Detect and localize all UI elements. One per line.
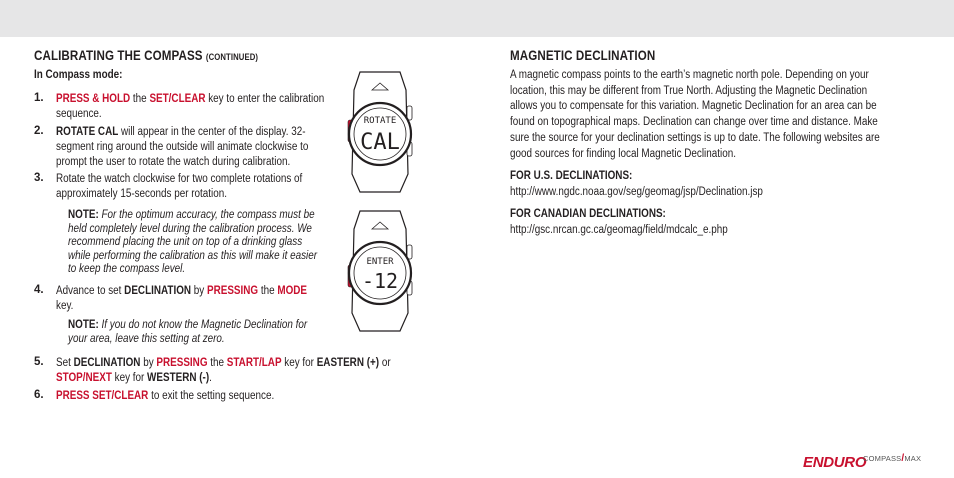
section-heading-calibrating: [34, 48, 258, 63]
heading-suffix: (CONTINUED): [205, 52, 259, 62]
section-heading-magnetic-declination: MAGNETIC DECLINATION: [510, 48, 656, 63]
step-4-number: 4.: [34, 284, 44, 296]
step-1-number: 1.: [34, 92, 44, 104]
step-5-number: 5.: [34, 356, 44, 368]
step-3-text: Rotate the watch clockwise for two complete rotations of approximately 15-seconds per rotation.: [56, 173, 303, 201]
us-declinations-link[interactable]: http://www.ngdc.noaa.gov/seg/geomag/jsp/Declination.jsp: [510, 186, 763, 198]
product-name: COMPASS/MAX: [863, 453, 922, 464]
brand-mark: ENDURO: [803, 454, 867, 471]
note-calibration: NOTE: For the optimum accuracy, the compass must be held completely level during the calibration process. We recommend placing the unit on top of a drinking glass while performing the calibration as this will make it easier to keep the compass level.: [68, 209, 318, 275]
watch-declination-illustration: [346, 209, 414, 333]
step-6-text: PRESS SET/CLEAR to exit the setting sequence.: [56, 390, 275, 402]
step-2-number: 2.: [34, 125, 44, 137]
declination-paragraph: A magnetic compass points to the earth’s magnetic north pole. Depending on your location, this may be different from True North. Adjusting the Magnetic Declination allows you to compensate for this variation. Magnetic Declination for an area can be found on topographical maps. Declination can change over time and distance. Make sure the source for your declination settings is up to date. The following websites are good sources for finding local Magnetic Declination.: [510, 69, 880, 160]
watch2-top-text: ENTER: [366, 257, 394, 267]
step-4-text: Advance to set DECLINATION by PRESSING the MODE key.: [56, 285, 308, 313]
canadian-declinations-link[interactable]: http://gsc.nrcan.gc.ca/geomag/field/mdcalc_e.php: [510, 224, 728, 236]
us-declinations-label: FOR U.S. DECLINATIONS:: [510, 170, 633, 182]
top-bar: [0, 0, 954, 37]
step-3-number: 3.: [34, 172, 44, 184]
subheading-compass-mode: In Compass mode:: [34, 69, 123, 81]
watch1-top-text: ROTATE: [363, 116, 397, 126]
heading-text: CALIBRATING THE COMPASS: [34, 48, 203, 63]
step-1-text: PRESS & HOLD the SET/CLEAR key to enter the calibration sequence.: [56, 93, 325, 121]
step-2-text: ROTATE CAL will appear in the center of the display. 32- segment ring around the outside will animate clockwise to prompt the user to rotate the watch during calibration.: [56, 126, 309, 169]
step-5-text: Set DECLINATION by PRESSING the START/LAP key for EASTERN (+) or STOP/NEXT key for WESTERN (-).: [56, 357, 391, 385]
step-6-number: 6.: [34, 389, 44, 401]
watch-calibration-illustration: [346, 70, 414, 194]
watch2-main-text: -12: [361, 269, 399, 293]
note-declination: NOTE: If you do not know the Magnetic Declination for your area, leave this setting at zero.: [68, 319, 308, 345]
watch1-main-text: CAL: [360, 130, 400, 155]
canadian-declinations-label: FOR CANADIAN DECLINATIONS:: [510, 208, 666, 220]
